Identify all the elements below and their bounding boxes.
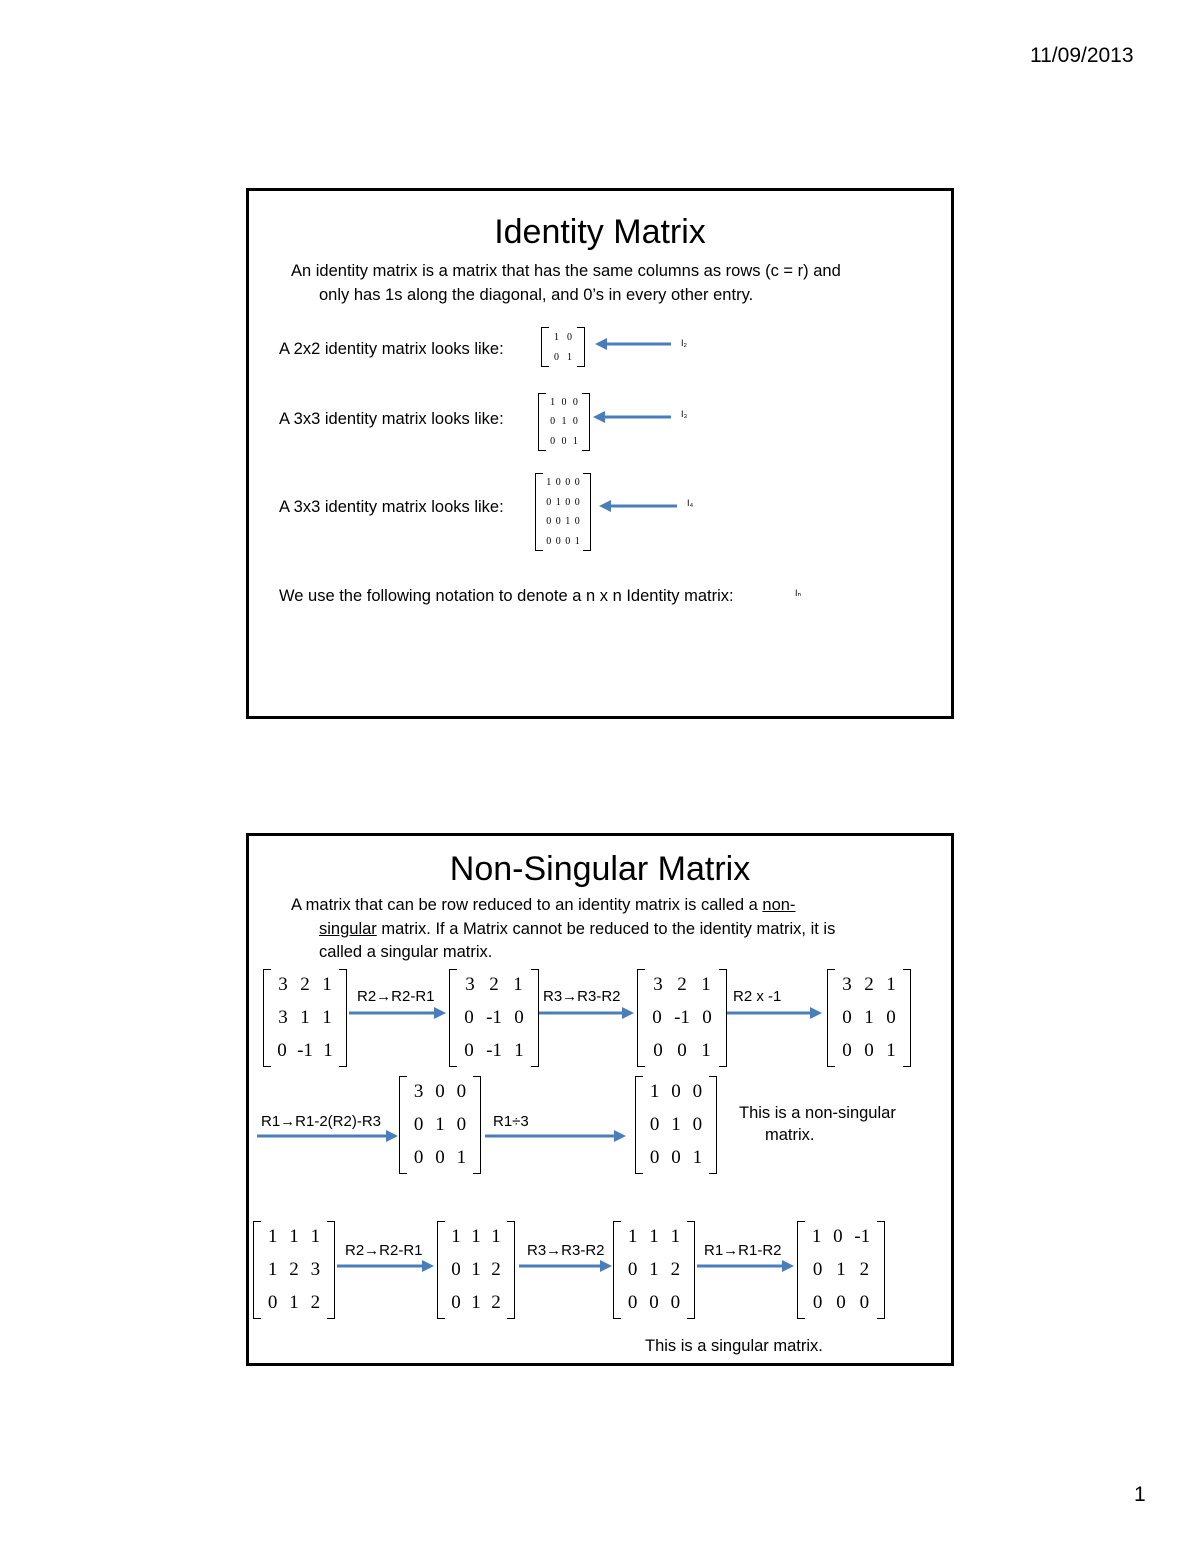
matrix-entry: 0: [812, 1258, 823, 1280]
op-r3-3: R1→R1-R2: [704, 1242, 782, 1259]
matrix-entry: 1: [491, 1226, 501, 1248]
matrix-entry: 2: [491, 1291, 501, 1313]
op-r2-2: R1÷3: [493, 1113, 529, 1130]
matrix-entry: -1: [674, 1006, 690, 1028]
header-date: 11/09/2013: [1030, 44, 1134, 67]
note-singular: This is a singular matrix.: [645, 1337, 823, 1355]
matrix-entry: 0: [555, 516, 561, 528]
matrix-entry: 1: [471, 1291, 481, 1313]
matrix-entry: 3: [653, 974, 663, 996]
matrix-entry: 1: [574, 535, 580, 547]
intro-line-2: only has 1s along the diagonal, and 0’s in every other entry.: [319, 286, 754, 304]
matrix-entry: 0: [692, 1081, 703, 1103]
matrix-entry: 1: [811, 1226, 822, 1248]
matrix-entry: 1: [701, 974, 711, 996]
matrix-entry: 0: [649, 1113, 660, 1135]
matrix-entry: 1: [649, 1081, 660, 1103]
matrix-entry: 2: [310, 1291, 321, 1313]
matrix-entry: 0: [277, 1039, 287, 1061]
symbol-i2: I₂: [681, 338, 687, 348]
matrix-entry: 0: [677, 1039, 687, 1061]
matrix-entry: 0: [565, 477, 571, 489]
op-r1-2: R3→R3-R2: [543, 988, 621, 1005]
matrix-entry: 0: [451, 1291, 461, 1313]
matrix-entry: 0: [435, 1081, 445, 1103]
matrix-entry: 0: [572, 416, 578, 428]
matrix-entry: 1: [322, 1006, 332, 1028]
matrix-entry: 1: [565, 516, 571, 528]
matrix-entry: 1: [555, 496, 561, 508]
matrix-entry: 0: [864, 1039, 874, 1061]
matrix-entry: 0: [671, 1081, 681, 1103]
matrix-entry: 0: [886, 1006, 896, 1028]
matrix-entry: 3: [310, 1258, 321, 1280]
matrix-entry: 2: [670, 1258, 681, 1280]
matrix-entry: 0: [546, 535, 552, 547]
matrix-entry: 3: [278, 974, 288, 996]
matrix-entry: 0: [574, 496, 580, 508]
arrow-head-i3: [593, 411, 605, 423]
matrix-entry: 1: [456, 1146, 467, 1168]
matrix-entry: 0: [550, 416, 556, 428]
matrix-entry: 0: [812, 1291, 823, 1313]
matrix-entry: 0: [842, 1039, 852, 1061]
matrix-entry: -1: [486, 1039, 502, 1061]
intro-line-1: A matrix that can be row reduced to an identity matrix is called a non-: [291, 896, 796, 914]
matrix-entry: 1: [289, 1291, 299, 1313]
matrix-entry: 0: [833, 1226, 843, 1248]
matrix-entry: 0: [435, 1146, 445, 1168]
matrix-entry: 0: [574, 516, 580, 528]
matrix-entry: 0: [652, 1006, 662, 1028]
matrix-entry: 1: [514, 1039, 524, 1061]
matrix-entry: 1: [267, 1258, 278, 1280]
matrix-entry: 0: [464, 1039, 474, 1061]
slide-non-singular-matrix: [246, 833, 954, 1366]
matrix-entry: 1: [886, 974, 896, 996]
matrix-entry: 2: [864, 974, 874, 996]
matrix-entry: 1: [836, 1258, 846, 1280]
op-r3-1: R2→R2-R1: [345, 1242, 423, 1259]
matrix-entry: 1: [546, 477, 552, 489]
matrix-entry: 2: [491, 1258, 501, 1280]
matrix-entry: 1: [692, 1146, 703, 1168]
matrix-entry: 1: [627, 1226, 638, 1248]
slide-title: Non-Singular Matrix: [449, 850, 751, 888]
matrix-entry: 0: [546, 516, 552, 528]
matrix-entry: 1: [572, 435, 578, 447]
matrix-entry: 0: [561, 397, 567, 409]
op-r1-3: R2 x -1: [733, 988, 782, 1005]
matrix-entry: 1: [649, 1258, 659, 1280]
slide2-arrows: [249, 836, 951, 1363]
page-number: 1: [1134, 1483, 1146, 1506]
matrix-entry: 1: [886, 1039, 896, 1061]
matrix-entry: -1: [486, 1006, 502, 1028]
symbol-in: Iₙ: [795, 588, 802, 598]
matrix-entry: 1: [550, 397, 556, 409]
matrix-entry: 1: [561, 416, 567, 428]
matrix-entry: 2: [859, 1258, 870, 1280]
matrix-entry: 1: [567, 351, 572, 363]
matrix-entry: 1: [451, 1226, 461, 1248]
matrix-entry: 0: [456, 1081, 467, 1103]
matrix-entry: 1: [701, 1039, 711, 1061]
matrix-entry: 0: [514, 1006, 524, 1028]
matrix-entry: 1: [435, 1113, 445, 1135]
arrow-head-i4: [599, 500, 611, 512]
notation-text: We use the following notation to denote a n x n Identity matrix:: [279, 587, 734, 605]
matrix-entry: 2: [300, 974, 310, 996]
matrix-entry: 0: [554, 351, 559, 363]
slide-title: Identity Matrix: [494, 213, 706, 251]
matrix-entry: 0: [836, 1291, 846, 1313]
matrix-entry: 0: [555, 477, 561, 489]
matrix-entry: 0: [413, 1113, 424, 1135]
matrix-entry: 1: [513, 974, 523, 996]
matrix-entry: 2: [677, 974, 687, 996]
matrix-entry: 2: [489, 974, 499, 996]
matrix-entry: 3: [413, 1081, 424, 1103]
matrix-entry: 0: [464, 1006, 474, 1028]
matrix-entry: 0: [574, 477, 580, 489]
matrix-entry: 0: [572, 397, 578, 409]
matrix-entry: 1: [310, 1226, 321, 1248]
example-4x4-label: A 3x3 identity matrix looks like:: [279, 498, 504, 516]
matrix-entry: 0: [567, 331, 572, 343]
example-3x3-label: A 3x3 identity matrix looks like:: [279, 410, 504, 428]
matrix-entry: 0: [653, 1039, 663, 1061]
symbol-i4: I₄: [687, 498, 694, 508]
matrix-entry: 1: [649, 1226, 659, 1248]
matrix-entry: 1: [289, 1226, 299, 1248]
matrix-entry: 0: [267, 1291, 278, 1313]
arrow-head-i2: [595, 338, 607, 350]
intro-line-3: called a singular matrix.: [319, 943, 493, 961]
matrix-entry: 0: [565, 496, 571, 508]
matrix-entry: 0: [550, 435, 556, 447]
matrix-entry: 1: [300, 1006, 310, 1028]
matrix-entry: 1: [471, 1226, 481, 1248]
matrix-entry: 0: [649, 1146, 660, 1168]
matrix-entry: 1: [471, 1258, 481, 1280]
matrix-entry: 1: [322, 974, 332, 996]
matrix-entry: 0: [413, 1146, 424, 1168]
op-r2-1: R1→R1-2(R2)-R3: [261, 1113, 382, 1130]
symbol-i3: I₃: [681, 409, 688, 419]
matrix-entry: -1: [854, 1226, 871, 1248]
matrix-entry: 0: [627, 1258, 638, 1280]
matrix-entry: 0: [702, 1006, 712, 1028]
intro-line-1: An identity matrix is a matrix that has the same columns as rows (c = r) and: [291, 262, 841, 280]
example-2x2-label: A 2x2 identity matrix looks like:: [279, 340, 504, 358]
note-non-singular-1: This is a non-singular: [739, 1104, 896, 1122]
op-r1-1: R2→R2-R1: [357, 988, 435, 1005]
matrix-entry: 0: [649, 1291, 659, 1313]
matrix-entry: 0: [451, 1258, 461, 1280]
matrix-entry: 1: [671, 1113, 681, 1135]
matrix-entry: 2: [289, 1258, 299, 1280]
matrix-entry: 0: [670, 1291, 681, 1313]
note-non-singular-2: matrix.: [765, 1126, 815, 1144]
matrix-entry: 0: [842, 1006, 852, 1028]
matrix-entry: 1: [554, 331, 559, 343]
matrix-entry: 0: [671, 1146, 681, 1168]
matrix-entry: 1: [267, 1226, 278, 1248]
matrix-entry: 0: [546, 496, 552, 508]
op-r3-2: R3→R3-R2: [527, 1242, 605, 1259]
matrix-entry: 1: [670, 1226, 681, 1248]
matrix-entry: 3: [278, 1006, 288, 1028]
matrix-entry: -1: [297, 1039, 313, 1061]
matrix-entry: 0: [456, 1113, 467, 1135]
matrix-entry: 0: [561, 435, 567, 447]
slide-identity-matrix: [246, 188, 954, 719]
matrix-entry: 1: [864, 1006, 874, 1028]
matrix-entry: 1: [323, 1039, 333, 1061]
matrix-entry: 0: [692, 1113, 703, 1135]
intro-line-2: singular matrix. If a Matrix cannot be reduced to the identity matrix, it is: [319, 920, 836, 938]
slide1-arrows: [249, 191, 951, 716]
matrix-entry: 0: [565, 535, 571, 547]
matrix-entry: 0: [555, 535, 561, 547]
matrix-entry: 0: [627, 1291, 638, 1313]
matrix-entry: 3: [465, 974, 475, 996]
matrix-entry: 3: [842, 974, 852, 996]
matrix-entry: 0: [859, 1291, 870, 1313]
